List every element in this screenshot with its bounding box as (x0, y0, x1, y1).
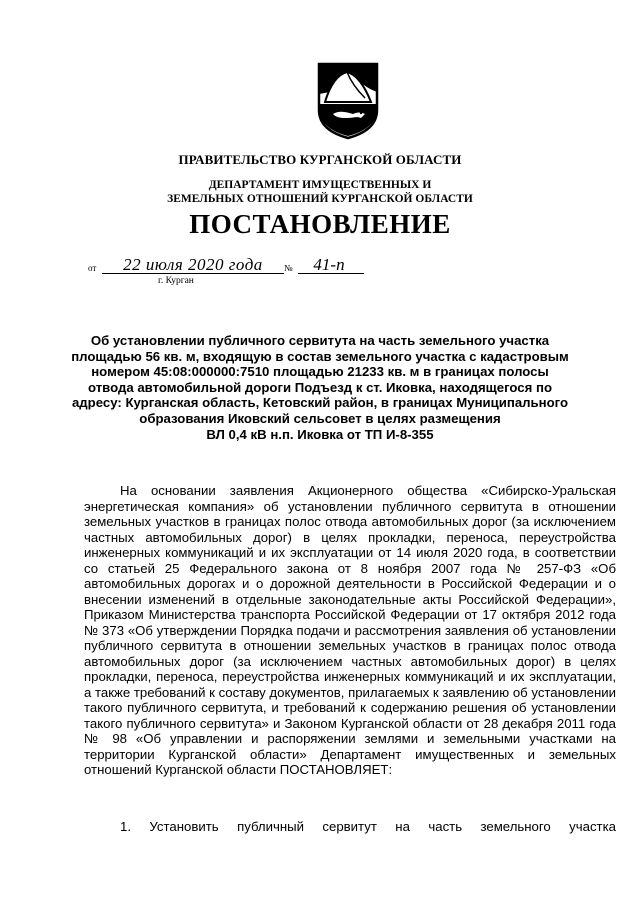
resolution-item-1: 1. Установить публичный сервитут на часть земельного участка (120, 819, 616, 834)
title-line: площадью 56 кв. м, входящую в состав земельного участка с кадастровым (71, 348, 569, 364)
title-line: образования Иковский сельсовет в целях размещения (139, 410, 501, 426)
title-line: адресу: Курганская область, Кетовский район, в границах Муниципального (71, 395, 569, 411)
title-line: отвода автомобильной дороги Подъезд к ст. Иковка, находящегося по (87, 379, 553, 395)
date-underline (102, 273, 284, 274)
handwritten-number: 41-п (313, 255, 345, 274)
document-body (84, 483, 616, 778)
document-type-heading: ПОСТАНОВЛЕНИЕ (189, 209, 451, 239)
department-line-1: ДЕПАРТАМЕНТ ИМУЩЕСТВЕННЫХ И (208, 179, 432, 191)
date-prefix: от (88, 263, 97, 273)
government-name: ПРАВИТЕЛЬСТВО КУРГАНСКОЙ ОБЛАСТИ (178, 152, 462, 167)
date-number-line (88, 255, 388, 278)
department-name (0, 178, 640, 206)
preamble-paragraph: На основании заявления Акционерного общества «Сибирско-Уральская энергетическая компания» об установлении публичного сервитута в отношении земельных участков в границах полос отвода автомобильных дорог (за исключением частных автомобильных дорог) в целях прокладки, переноса, переустройства инженерных коммуникаций и их эксплуатации от 14 июля 2020 года, в соответствии со статьей 25 Федерального закона от 8 ноября 2007 года № 257-ФЗ «Об автомобильных дорогах и о дорожной деятельности в Российской Федерации и о внесении изменений в отдельные законодательные акты Российской Федерации», Приказом Министерства транспорта Российской Федерации от 17 октября 2012 года № 373 «Об утверждении Порядка подачи и рассмотрения заявления об установлении публичного сервитута в отношении земельных участков в границах полос отвода автомобильных дорог (за исключением частных автомобильных дорог) в целях прокладки, переноса, переустройства инженерных коммуникаций и их эксплуатации, а также требований к составу документов, прилагаемых к заявлению об установлении такого публичного сервитута, и требований к содержанию решения об установлении такого публичного сервитута» и Законом Курганской области от 28 декабря 2011 года № 98 «Об управлении и распоряжении землями и земельными участками на территории Курганской области» Департамент имущественных и земельных отношений Курганской области ПОСТАНОВЛЯЕТ: (84, 483, 617, 777)
city-name: г. Курган (158, 276, 194, 286)
number-sign: № (284, 263, 293, 273)
number-underline (298, 273, 364, 274)
document-title (70, 333, 570, 442)
handwritten-date: 22 июля 2020 года (123, 255, 263, 274)
title-line: ВЛ 0,4 кВ н.п. Иковка от ТП И-8-355 (206, 426, 434, 442)
title-line: номером 45:08:000000:7510 площадью 21233 кв. м в границах полосы (91, 364, 549, 380)
coat-of-arms-emblem (317, 62, 379, 140)
department-line-2: ЗЕМЕЛЬНЫХ ОТНОШЕНИЙ КУРГАНСКОЙ ОБЛАСТИ (167, 193, 473, 205)
title-line: Об установлении публичного сервитута на часть земельного участка (90, 333, 550, 348)
